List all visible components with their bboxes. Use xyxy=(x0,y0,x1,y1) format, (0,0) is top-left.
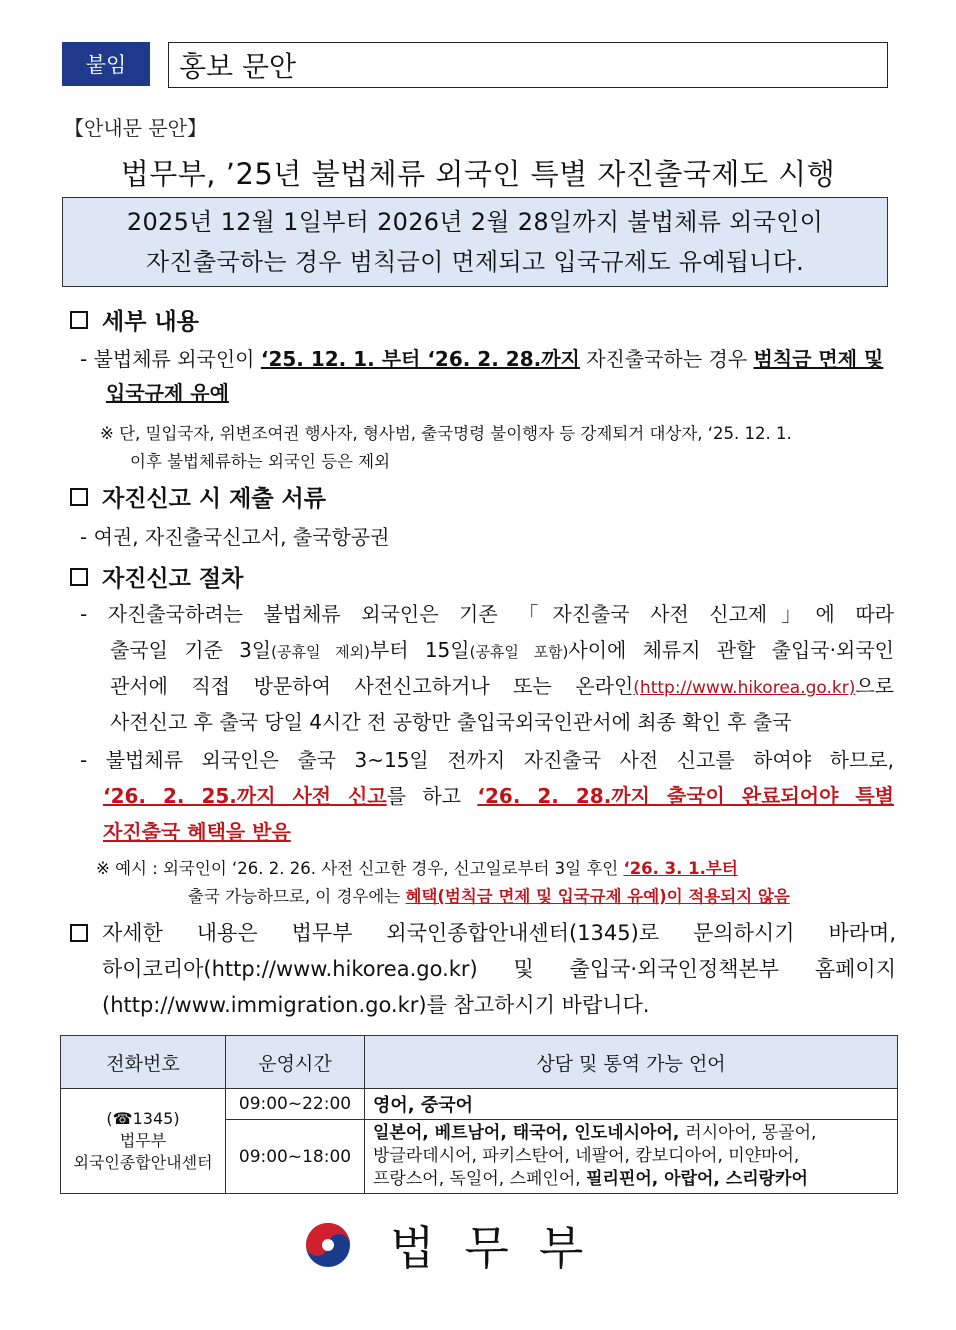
details-paragraph xyxy=(80,342,898,376)
procedure-line: 사전신고 후 출국 당일 4시간 전 공항만 출입국외국인관서에 최종 확인 후 출국 xyxy=(110,710,792,734)
text: ※ 예시 : 외국인이 ‘26. 2. 26. 사전 신고한 경우, 신고일로부터 3일 후인 xyxy=(96,859,624,878)
language-cell xyxy=(365,1089,898,1120)
text: 관서에 직접 방문하여 사전신고하거나 또는 온라인 xyxy=(110,674,634,698)
section-title: 세부 내용 xyxy=(102,309,199,335)
attachment-badge: 붙임 xyxy=(62,42,150,86)
notice-label: 【안내문 문안】 xyxy=(64,116,207,140)
column-header: 상담 및 통역 가능 언어 xyxy=(365,1036,898,1089)
text: 출국일 기준 3일 xyxy=(110,638,272,662)
checkbox-icon xyxy=(70,568,88,586)
column-header: 운영시간 xyxy=(226,1036,365,1089)
deadline-line xyxy=(103,815,291,849)
column-header: 전화번호 xyxy=(61,1036,226,1089)
text: 출국 가능하므로, 이 경우에는 xyxy=(188,887,406,906)
text: 부터 15일 xyxy=(369,638,470,662)
language-cell xyxy=(365,1120,898,1194)
checkbox-icon xyxy=(70,924,88,942)
text: 법무부 xyxy=(119,1131,167,1150)
deadline-text: ‘26. 2. 25.까지 사전 신고 xyxy=(103,784,387,808)
summary-line-2: 자진출국하는 경우 범칙금이 면제되고 입국규제도 유예됩니다. xyxy=(145,248,805,276)
checkbox-icon xyxy=(70,488,88,506)
text: (공휴일 포함) xyxy=(469,643,569,661)
benefit-text-cont: 입국규제 유예 xyxy=(106,381,229,405)
text: 자진출국하는 경우 xyxy=(579,347,754,371)
procedure-line xyxy=(110,633,894,669)
text: 으로 xyxy=(855,674,894,698)
text: 외국인종합안내센터 xyxy=(73,1153,213,1172)
section-details-heading xyxy=(70,303,199,336)
ministry-name: 법무부 xyxy=(390,1221,614,1275)
documents-list: - 여권, 자진출국신고서, 출국항공권 xyxy=(80,525,390,549)
deadline-text: ‘26. 2. 28.까지 출국이 완료되어야 특별 xyxy=(477,784,895,808)
summary-box xyxy=(62,197,888,287)
headline: 법무부, ’25년 불법체류 외국인 특별 자진출국제도 시행 xyxy=(120,157,836,191)
date-text: ‘26. 3. 1.부터 xyxy=(623,859,738,878)
summary-line-1: 2025년 12월 1일부터 2026년 2월 28일까지 불법체류 외국인이 xyxy=(126,208,824,236)
exception-note xyxy=(100,420,896,476)
document-title: 홍보 문안 xyxy=(168,42,888,88)
contact-table xyxy=(60,1035,898,1194)
procedure-line: - 자진출국하려는 불법체류 외국인은 기존 「자진출국 사전 신고제」에 따라 xyxy=(80,602,894,626)
text: 필리핀어, 아랍어, 스리랑카어 xyxy=(586,1169,808,1189)
text: - 불법체류 외국인이 xyxy=(80,347,261,371)
time-cell: 09:00~18:00 xyxy=(226,1120,365,1194)
text: 일본어, 베트남어, 태국어, 인도네시아어, xyxy=(373,1123,686,1143)
deadline-line xyxy=(103,779,894,813)
text: 를 하고 xyxy=(386,784,478,808)
government-emblem-icon xyxy=(304,1221,352,1269)
section-title: 자진신고 시 제출 서류 xyxy=(102,486,326,512)
phone-number: (☎1345) xyxy=(106,1109,180,1128)
phone-cell xyxy=(61,1089,226,1194)
period-text: ‘25. 12. 1. 부터 ‘26. 2. 28.까지 xyxy=(260,347,580,371)
text: 사이에 체류지 관할 출입국·외국인 xyxy=(568,638,894,662)
text: 자세한 내용은 법무부 외국인종합안내센터(1345)로 문의하시기 바라며, xyxy=(102,921,896,945)
hikorea-link[interactable]: (http://www.hikorea.go.kr) xyxy=(633,678,856,698)
deadline-line: - 불법체류 외국인은 출국 3~15일 전까지 자진출국 사전 신고를 하여야 하므로, xyxy=(80,748,894,772)
note-line: 이후 불법체류하는 외국인 등은 제외 xyxy=(130,452,391,471)
section-procedure-heading xyxy=(70,560,243,593)
warning-text: 혜택(범칙금 면제 및 입국규제 유예)이 적용되지 않음 xyxy=(405,887,790,906)
time-cell: 09:00~22:00 xyxy=(226,1089,365,1120)
text: (공휴일 제외) xyxy=(271,643,370,661)
text: 프랑스어, 독일어, 스페인어, xyxy=(373,1169,587,1189)
text: 방글라데시어, 파키스탄어, 네팔어, 캄보디아어, 미얀마어, xyxy=(373,1146,800,1166)
deadline-text: 자진출국 혜택을 받음 xyxy=(103,820,291,844)
text: 러시아어, 몽골어, xyxy=(685,1123,817,1143)
benefit-text: 범칙금 면제 및 xyxy=(753,347,884,371)
note-line: ※ 단, 밀입국자, 위변조여권 행사자, 형사범, 출국명령 불이행자 등 강제퇴거 대상자, ‘25. 12. 1. xyxy=(100,424,792,443)
procedure-line xyxy=(110,669,894,705)
example-note xyxy=(96,855,896,911)
section-documents-heading xyxy=(70,480,326,513)
checkbox-icon xyxy=(70,311,88,329)
text: 하이코리아(http://www.hikorea.go.kr) 및 출입국·외국인정책본부 홈페이지 xyxy=(102,957,896,981)
section-title: 자진신고 절차 xyxy=(102,566,244,592)
text: 영어, 중국어 xyxy=(373,1095,474,1116)
text: (http://www.immigration.go.kr)를 참고하시기 바랍니다. xyxy=(102,993,650,1017)
contact-paragraph xyxy=(70,915,896,1023)
